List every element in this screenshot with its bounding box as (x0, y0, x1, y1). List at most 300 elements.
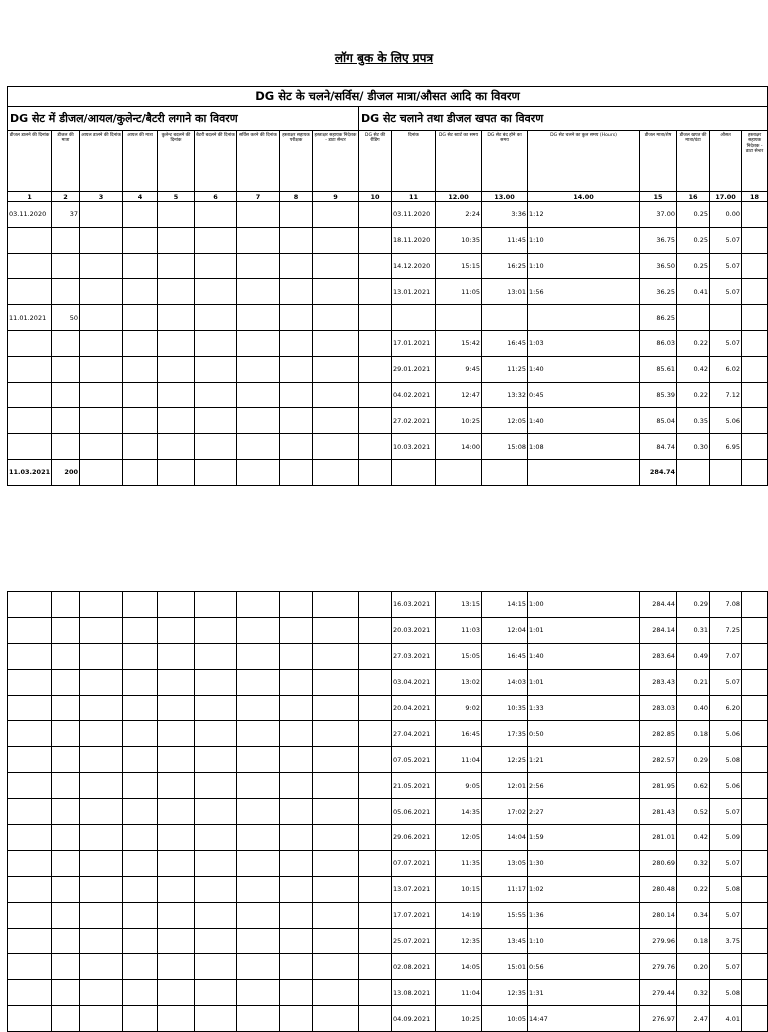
table-cell (8, 592, 52, 618)
table-cell (313, 721, 359, 747)
table-cell (677, 305, 710, 331)
table-cell (280, 279, 313, 305)
table-cell (52, 669, 80, 695)
table-cell (158, 227, 195, 253)
table-cell: 283.64 (640, 643, 677, 669)
table-cell: 1:40 (528, 408, 640, 434)
table-cell (742, 305, 768, 331)
table-cell (313, 669, 359, 695)
table-cell: 12:01 (482, 773, 528, 799)
table-cell (123, 825, 158, 851)
table-cell (123, 279, 158, 305)
table-cell (8, 643, 52, 669)
table-cell: 13.07.2021 (392, 876, 436, 902)
column-header: हस्ताक्षर सहायक परीक्षक (280, 131, 313, 192)
table-cell (237, 459, 280, 485)
table-cell (123, 902, 158, 928)
table-cell (742, 382, 768, 408)
table-cell (313, 747, 359, 773)
table-cell (195, 850, 237, 876)
table-cell (123, 330, 158, 356)
table-cell: 0.42 (677, 825, 710, 851)
table-cell: 1:02 (528, 876, 640, 902)
table-cell: 13:02 (436, 669, 482, 695)
column-header: डीजल मात्रा/शेष (640, 131, 677, 192)
table-row (8, 356, 768, 382)
column-header: कुलेन्ट बदलने की दिनांक (158, 131, 195, 192)
table-cell (52, 617, 80, 643)
table-cell: 14:05 (436, 954, 482, 980)
table-row (8, 459, 768, 485)
column-number: 13.00 (482, 192, 528, 202)
table-cell (52, 330, 80, 356)
table-row (8, 1006, 768, 1032)
table-cell (237, 227, 280, 253)
table-cell (359, 928, 392, 954)
table-cell (359, 408, 392, 434)
table-cell (313, 643, 359, 669)
table-row (8, 747, 768, 773)
table-cell: 0.42 (677, 356, 710, 382)
table-cell (158, 408, 195, 434)
table-cell (80, 980, 123, 1006)
table-cell (677, 459, 710, 485)
table-cell (742, 721, 768, 747)
table-cell (52, 980, 80, 1006)
table-cell (359, 876, 392, 902)
column-number: 11 (392, 192, 436, 202)
table-cell (392, 305, 436, 331)
table-cell (280, 825, 313, 851)
table-cell (742, 799, 768, 825)
table-cell: 7.07 (710, 643, 742, 669)
table-cell: 13:45 (482, 928, 528, 954)
table-cell (359, 305, 392, 331)
table-cell (280, 669, 313, 695)
table-cell: 1:56 (528, 279, 640, 305)
table-cell (742, 408, 768, 434)
table-cell: 12:25 (482, 747, 528, 773)
table-cell (80, 1006, 123, 1032)
column-header: डीजल डालने की दिनांक (8, 131, 52, 192)
table-cell (80, 747, 123, 773)
table-cell: 1:10 (528, 928, 640, 954)
table-cell (280, 408, 313, 434)
column-number: 8 (280, 192, 313, 202)
table-cell: 18.11.2020 (392, 227, 436, 253)
table-row (8, 799, 768, 825)
table-cell (237, 592, 280, 618)
table-cell (8, 382, 52, 408)
table-cell: 13:01 (482, 279, 528, 305)
table-cell (280, 747, 313, 773)
column-header: डीजल खपत की मात्रा/घंटा (677, 131, 710, 192)
column-number: 9 (313, 192, 359, 202)
table-cell (8, 695, 52, 721)
table-cell (359, 669, 392, 695)
table-cell: 5.09 (710, 825, 742, 851)
table-cell (52, 356, 80, 382)
table-cell: 10:15 (436, 876, 482, 902)
table-cell (8, 1006, 52, 1032)
table-cell: 10:35 (436, 227, 482, 253)
table-cell (436, 459, 482, 485)
table-cell (742, 902, 768, 928)
table-cell (195, 382, 237, 408)
table-cell (158, 876, 195, 902)
table-cell (313, 459, 359, 485)
table-cell (80, 617, 123, 643)
table-cell: 13:15 (436, 592, 482, 618)
table-cell (742, 695, 768, 721)
table-cell: 0:56 (528, 954, 640, 980)
table-cell (436, 305, 482, 331)
table-cell: 20.04.2021 (392, 695, 436, 721)
table-cell (8, 876, 52, 902)
table-cell: 11:04 (436, 980, 482, 1006)
table-row (8, 695, 768, 721)
table-cell: 5.08 (710, 876, 742, 902)
table-cell (313, 382, 359, 408)
table-cell: 11.01.2021 (8, 305, 52, 331)
table-cell (237, 330, 280, 356)
table-cell (80, 669, 123, 695)
table-cell (742, 227, 768, 253)
table-cell (8, 902, 52, 928)
table-cell: 1:00 (528, 592, 640, 618)
column-number: 10 (359, 192, 392, 202)
table-cell (8, 408, 52, 434)
table-cell (237, 799, 280, 825)
table-cell (359, 356, 392, 382)
table-row (8, 773, 768, 799)
table-cell (80, 253, 123, 279)
table-cell (742, 928, 768, 954)
table-cell: 281.01 (640, 825, 677, 851)
table-cell (52, 747, 80, 773)
table-cell (8, 330, 52, 356)
table-cell (742, 592, 768, 618)
table-cell (359, 279, 392, 305)
table-cell (80, 408, 123, 434)
table-cell: 25.07.2021 (392, 928, 436, 954)
table-cell (280, 592, 313, 618)
table-cell (8, 825, 52, 851)
table-cell (123, 643, 158, 669)
table-cell (742, 459, 768, 485)
table-cell (359, 850, 392, 876)
table-cell (280, 356, 313, 382)
table-cell (280, 227, 313, 253)
table-cell (123, 747, 158, 773)
table-cell (158, 202, 195, 228)
table-cell (80, 279, 123, 305)
table-cell (195, 459, 237, 485)
table-cell: 5.07 (710, 954, 742, 980)
table-cell (742, 954, 768, 980)
table-cell: 36.25 (640, 279, 677, 305)
table-row (8, 721, 768, 747)
table-cell: 14:15 (482, 592, 528, 618)
table-cell: 0.30 (677, 434, 710, 460)
column-header: आयल की मात्रा (123, 131, 158, 192)
table-cell (313, 408, 359, 434)
column-number: 12.00 (436, 192, 482, 202)
table-cell: 1:01 (528, 669, 640, 695)
table-cell: 13.08.2021 (392, 980, 436, 1006)
column-number: 16 (677, 192, 710, 202)
table-cell: 27.04.2021 (392, 721, 436, 747)
table-cell (195, 305, 237, 331)
table-cell (80, 773, 123, 799)
table-cell: 280.14 (640, 902, 677, 928)
table-cell: 7.08 (710, 592, 742, 618)
table-cell: 0.22 (677, 382, 710, 408)
table-cell (742, 876, 768, 902)
table-cell: 1:10 (528, 253, 640, 279)
table-cell: 12:05 (436, 825, 482, 851)
table-cell (313, 253, 359, 279)
table-cell: 11:35 (436, 850, 482, 876)
table-cell (80, 592, 123, 618)
table-cell: 1:33 (528, 695, 640, 721)
table-row (8, 825, 768, 851)
table-cell: 4.01 (710, 1006, 742, 1032)
column-header: औसत (710, 131, 742, 192)
table-cell (80, 227, 123, 253)
table-cell (52, 434, 80, 460)
table-cell: 9:02 (436, 695, 482, 721)
table-cell (742, 330, 768, 356)
table-cell: 15:08 (482, 434, 528, 460)
table-cell (742, 617, 768, 643)
table-cell: 0.52 (677, 799, 710, 825)
column-number: 14.00 (528, 192, 640, 202)
table-cell: 1:10 (528, 227, 640, 253)
table-cell: 9:45 (436, 356, 482, 382)
table-cell (742, 747, 768, 773)
table-cell (359, 1006, 392, 1032)
table-cell (8, 747, 52, 773)
table-cell: 282.57 (640, 747, 677, 773)
table-cell (359, 773, 392, 799)
table-cell (158, 330, 195, 356)
table-cell (313, 902, 359, 928)
table-cell (313, 592, 359, 618)
table-cell (313, 227, 359, 253)
table-cell: 5.07 (710, 850, 742, 876)
table-row (8, 330, 768, 356)
table-cell (359, 902, 392, 928)
table-cell: 14:04 (482, 825, 528, 851)
table-cell (158, 382, 195, 408)
table-cell: 6.02 (710, 356, 742, 382)
table-cell (123, 202, 158, 228)
table-cell (482, 459, 528, 485)
column-number: 3 (80, 192, 123, 202)
table-cell (237, 825, 280, 851)
column-number: 4 (123, 192, 158, 202)
table-cell (195, 356, 237, 382)
table-cell: 3:36 (482, 202, 528, 228)
table-cell: 13:32 (482, 382, 528, 408)
table-cell (123, 799, 158, 825)
table-cell (742, 825, 768, 851)
table-cell (123, 408, 158, 434)
table-cell: 284.44 (640, 592, 677, 618)
table-cell (359, 980, 392, 1006)
table-cell: 11.03.2021 (8, 459, 52, 485)
table-cell: 7.12 (710, 382, 742, 408)
table-cell (80, 382, 123, 408)
table-cell: 2:24 (436, 202, 482, 228)
table-cell (195, 408, 237, 434)
table-cell (359, 721, 392, 747)
table-cell: 86.03 (640, 330, 677, 356)
left-section-title: DG सेट में डीजल/आयल/कुलेन्ट/बैटरी लगाने का विवरण (8, 107, 359, 131)
table-cell (280, 980, 313, 1006)
table-cell (123, 669, 158, 695)
table-cell (158, 669, 195, 695)
table-cell (8, 980, 52, 1006)
table-cell (158, 773, 195, 799)
table-cell: 0.29 (677, 592, 710, 618)
table-cell (359, 747, 392, 773)
table-cell: 5.06 (710, 408, 742, 434)
table-cell: 5.07 (710, 279, 742, 305)
table-cell (742, 669, 768, 695)
table-cell (80, 850, 123, 876)
column-number: 6 (195, 192, 237, 202)
column-header: आयल डालने की दिनांक (80, 131, 123, 192)
table-cell (313, 773, 359, 799)
table-cell (8, 253, 52, 279)
table-cell (8, 279, 52, 305)
table-cell: 0.62 (677, 773, 710, 799)
table-cell (359, 434, 392, 460)
table-cell: 36.50 (640, 253, 677, 279)
table-cell (313, 928, 359, 954)
table-cell (80, 876, 123, 902)
column-header: हस्ताक्षर सहायक निदेशक ‑ डाटा सेन्टर (313, 131, 359, 192)
table-cell: 6.95 (710, 434, 742, 460)
table-row (8, 434, 768, 460)
table-cell (742, 980, 768, 1006)
table-cell: 11:25 (482, 356, 528, 382)
table-cell: 0:45 (528, 382, 640, 408)
table-cell (313, 330, 359, 356)
table-cell (123, 227, 158, 253)
table-cell (742, 643, 768, 669)
table-cell (237, 954, 280, 980)
table-cell: 0.21 (677, 669, 710, 695)
table-cell: 284.74 (640, 459, 677, 485)
table-cell: 0.32 (677, 850, 710, 876)
table-cell (742, 1006, 768, 1032)
table-cell (280, 643, 313, 669)
table-cell (52, 721, 80, 747)
table-cell (80, 695, 123, 721)
column-header: डीजल की मात्रा (52, 131, 80, 192)
table-cell (237, 980, 280, 1006)
table-cell (359, 202, 392, 228)
table-cell (359, 382, 392, 408)
column-number: 7 (237, 192, 280, 202)
log-table-part-2 (7, 591, 768, 1032)
table-cell: 284.14 (640, 617, 677, 643)
table-cell: 15:55 (482, 902, 528, 928)
table-cell: 0:50 (528, 721, 640, 747)
table-cell: 36.75 (640, 227, 677, 253)
table-cell (313, 876, 359, 902)
table-cell: 10.03.2021 (392, 434, 436, 460)
table-cell (237, 669, 280, 695)
table-cell (280, 876, 313, 902)
table-cell (158, 592, 195, 618)
table-cell (158, 617, 195, 643)
table-cell: 15:01 (482, 954, 528, 980)
table-cell (742, 850, 768, 876)
table-cell (280, 721, 313, 747)
column-number: 15 (640, 192, 677, 202)
table-cell (195, 227, 237, 253)
table-cell (52, 954, 80, 980)
table-cell (195, 825, 237, 851)
table-cell (313, 954, 359, 980)
table-cell: 16.03.2021 (392, 592, 436, 618)
table-cell (52, 876, 80, 902)
table-cell (8, 669, 52, 695)
table-row (8, 305, 768, 331)
column-header: हस्ताक्षर सहायक निदेशक ‑ डाटा सेन्टर (742, 131, 768, 192)
table-cell (80, 825, 123, 851)
table-cell: 12:35 (436, 928, 482, 954)
table-cell: 1:59 (528, 825, 640, 851)
column-number: 1 (8, 192, 52, 202)
table-cell (158, 305, 195, 331)
table-row (8, 850, 768, 876)
table-cell (195, 279, 237, 305)
table-row (8, 382, 768, 408)
table-cell: 2:27 (528, 799, 640, 825)
table-cell: 0.25 (677, 227, 710, 253)
table-cell (8, 227, 52, 253)
table-cell: 6.20 (710, 695, 742, 721)
table-row (8, 253, 768, 279)
table-cell (280, 928, 313, 954)
column-header: DG सेट स्टार्ट का समय (436, 131, 482, 192)
table-cell (52, 408, 80, 434)
table-cell: 03.04.2021 (392, 669, 436, 695)
table-cell (195, 799, 237, 825)
table-cell: 1:08 (528, 434, 640, 460)
table-cell: 276.97 (640, 1006, 677, 1032)
table-cell: 5.06 (710, 721, 742, 747)
table-cell: 85.04 (640, 408, 677, 434)
table-cell (80, 356, 123, 382)
table-cell (359, 592, 392, 618)
table-cell (280, 954, 313, 980)
table-cell (123, 695, 158, 721)
table-cell (195, 721, 237, 747)
table-cell: 279.96 (640, 928, 677, 954)
table-cell (280, 850, 313, 876)
table-cell (158, 279, 195, 305)
table-cell: 37 (52, 202, 80, 228)
table-cell (528, 459, 640, 485)
table-cell: 85.61 (640, 356, 677, 382)
table-cell: 0.32 (677, 980, 710, 1006)
